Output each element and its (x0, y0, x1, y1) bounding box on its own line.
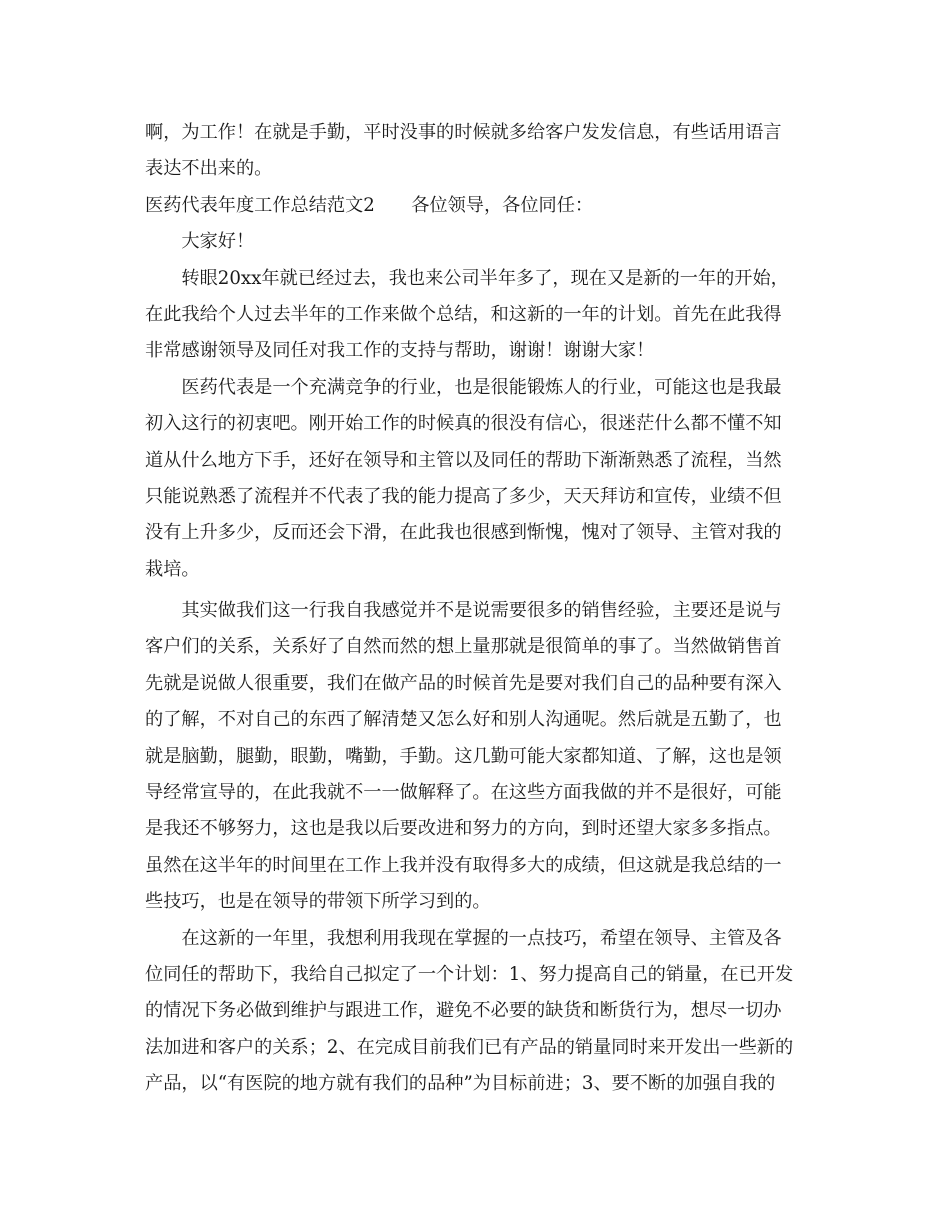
document-body (145, 115, 807, 1103)
text-line: 道从什么地方下手，还好在领导和主管以及同任的帮助下渐渐熟悉了流程，当然 (145, 449, 782, 471)
text-line: 只能说熟悉了流程并不代表了我的能力提高了多少，天天拜访和宣传，业绩不但 (145, 485, 782, 507)
text-line: 在此我给个人过去半年的工作来做个总结，和这新的一年的计划。首先在此我得 (145, 303, 782, 325)
text-line: 的情况下务必做到维护与跟进工作，避免不必要的缺货和断货行为，想尽一切办 (145, 1000, 782, 1022)
text-line: 是我还不够努力，这也是我以后要改进和努力的方向，到时还望大家多多指点。 (145, 818, 782, 840)
text-line: 的了解，不对自己的东西了解清楚又怎么好和别人沟通呢。然后就是五勤了，也 (145, 709, 782, 731)
text-line: 导经常宣导的，在此我就不一一做解释了。在这些方面我做的并不是很好，可能 (145, 782, 782, 804)
text-line: 没有上升多少，反而还会下滑，在此我也很感到惭愧，愧对了领导、主管对我的 (145, 522, 782, 544)
text-line: 表达不出来的。 (145, 158, 273, 180)
text-line: 在这新的一年里，我想利用我现在掌握的一点技巧，希望在领导、主管及各 (145, 927, 782, 949)
text-line: 产品，以“有医院的地方就有我们的品种”为目标前进；3、要不断的加强自我的 (145, 1073, 776, 1095)
text-line: 其实做我们这一行我自我感觉并不是说需要很多的销售经验，主要还是说与 (145, 600, 782, 622)
text-line: 初入这行的初衷吧。刚开始工作的时候真的很没有信心，很迷茫什么都不懂不知 (145, 413, 782, 435)
text-line: 位同任的帮助下，我给自己拟定了一个计划：1、努力提高自己的销量，在已开发 (145, 963, 794, 985)
text-line: 非常感谢领导及同任对我工作的支持与帮助，谢谢！谢谢大家！ (145, 340, 655, 362)
text-line: 就是脑勤，腿勤，眼勤，嘴勤，手勤。这几勤可能大家都知道、了解，这也是领 (145, 745, 782, 767)
text-line: 转眼20xx年就已经过去，我也来公司半年多了，现在又是新的一年的开始， (145, 267, 789, 289)
greeting-line: 大家好！ (145, 231, 255, 253)
text-line: 医药代表是一个充满竞争的行业，也是很能锻炼人的行业，可能这也是我最 (145, 376, 782, 398)
text-line: 先就是说做人很重要，我们在做产品的时候首先是要对我们自己的品种要有深入 (145, 672, 782, 694)
text-line: 虽然在这半年的时间里在工作上我并没有取得多大的成绩，但这就是我总结的一 (145, 854, 782, 876)
text-line: 栽培。 (145, 558, 200, 580)
text-line: 客户们的关系，关系好了自然而然的想上量那就是很简单的事了。当然做销售首 (145, 636, 782, 658)
section-heading-line: 医药代表年度工作总结范文2 各位领导，各位同任： (145, 194, 594, 216)
text-line: 法加进和客户的关系；2、在完成目前我们已有产品的销量同时来开发出一些新的 (145, 1036, 794, 1058)
text-line: 些技巧，也是在领导的带领下所学习到的。 (145, 891, 491, 913)
text-line: 啊，为工作！在就是手勤，平时没事的时候就多给客户发发信息，有些话用语言 (145, 122, 782, 143)
